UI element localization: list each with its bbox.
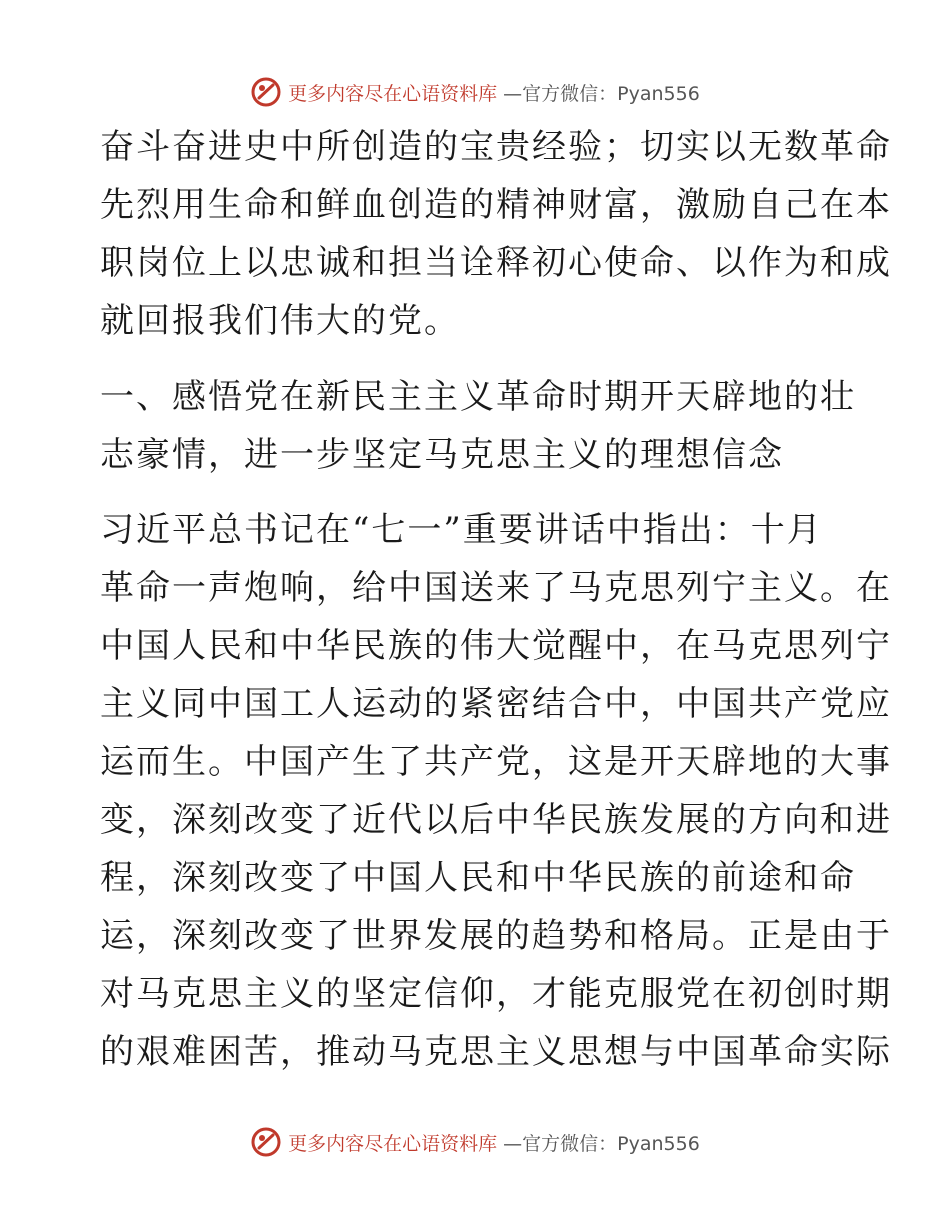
banner-gray-text: —官方微信：Pyan556 — [503, 1132, 700, 1155]
banner-red-text: 更多内容尽在心语资料库 — [288, 1132, 498, 1155]
text-line: 革命一声炮响，给中国送来了马克思列宁主义。在 — [100, 568, 892, 608]
text-line: 运，深刻改变了世界发展的趋势和格局。正是由于 — [100, 916, 892, 956]
section-heading-line: 一、感悟党在新民主主义革命时期开天辟地的壮 — [100, 377, 856, 417]
footer-banner — [0, 1122, 950, 1162]
banner-red-text: 更多内容尽在心语资料库 — [288, 82, 498, 105]
logo-icon — [250, 76, 282, 108]
text-line: 就回报我们伟大的党。 — [100, 301, 460, 341]
text-line: 变，深刻改变了近代以后中华民族发展的方向和进 — [100, 800, 892, 840]
text-line: 习近平总书记在“七一”重要讲话中指出：十月 — [100, 510, 823, 550]
text-line: 中国人民和中华民族的伟大觉醒中，在马克思列宁 — [100, 626, 892, 666]
text-line: 主义同中国工人运动的紧密结合中，中国共产党应 — [100, 684, 892, 724]
text-line: 的艰难困苦，推动马克思主义思想与中国革命实际 — [100, 1032, 892, 1072]
text-line: 职岗位上以忠诚和担当诠释初心使命、以作为和成 — [100, 243, 892, 283]
header-banner — [0, 72, 950, 112]
text-line: 奋斗奋进史中所创造的宝贵经验；切实以无数革命 — [100, 127, 892, 167]
text-line: 对马克思主义的坚定信仰，才能克服党在初创时期 — [100, 974, 892, 1014]
banner-gray-text: —官方微信：Pyan556 — [503, 82, 700, 105]
text-line: 先烈用生命和鲜血创造的精神财富，激励自己在本 — [100, 185, 892, 225]
section-heading-line: 志豪情，进一步坚定马克思主义的理想信念 — [100, 435, 784, 475]
logo-icon — [250, 1126, 282, 1158]
text-line: 程，深刻改变了中国人民和中华民族的前途和命 — [100, 858, 856, 898]
text-line: 运而生。中国产生了共产党，这是开天辟地的大事 — [100, 742, 892, 782]
